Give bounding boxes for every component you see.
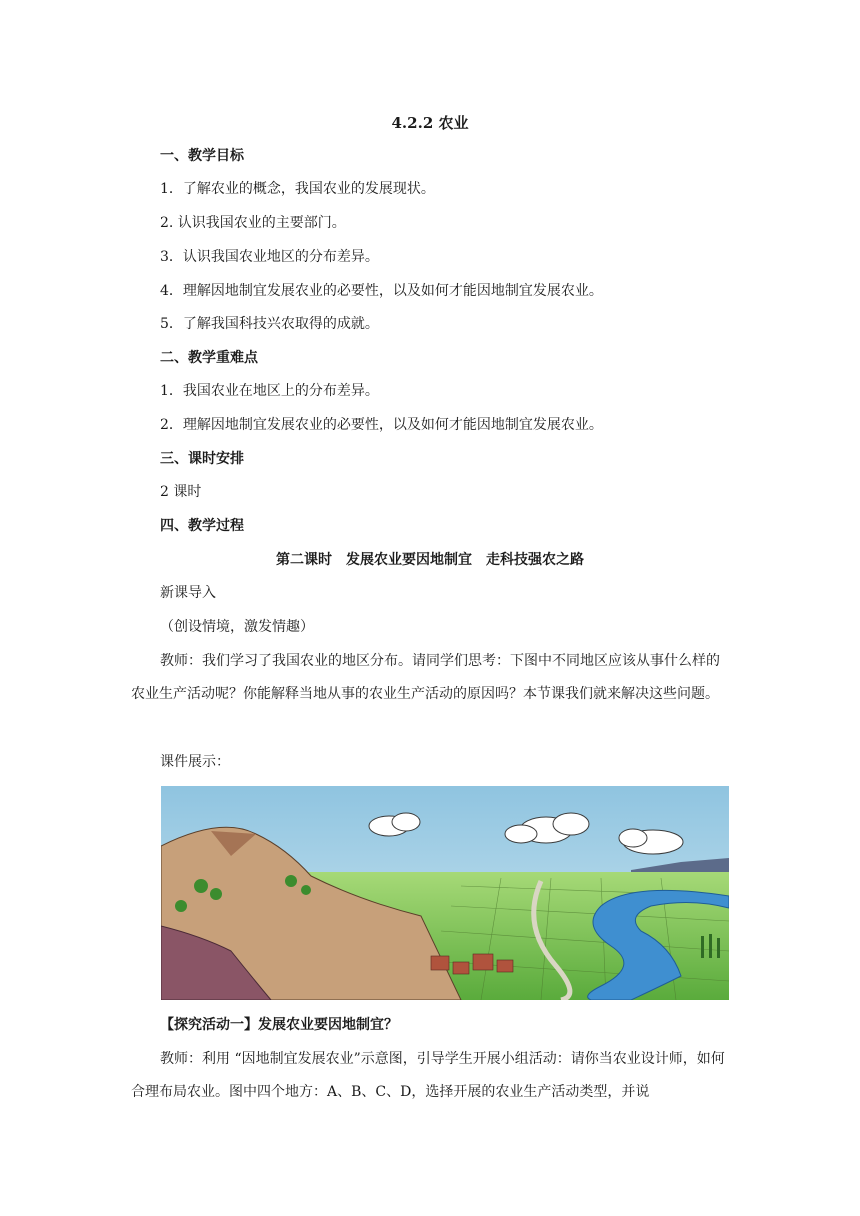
section-heading-objectives: 一、教学目标 [160, 148, 244, 164]
key-point-item: 1．我国农业在地区上的分布差异。 [160, 383, 379, 399]
courseware-label: 课件展示： [160, 754, 230, 770]
section-heading-key-points: 二、教学重难点 [160, 350, 258, 366]
objective-item: 2. 认识我国农业的主要部门。 [160, 215, 346, 231]
objective-item: 1．了解农业的概念，我国农业的发展现状。 [160, 181, 435, 197]
activity-title: 【探究活动一】发展农业要因地制宜？ [160, 1017, 398, 1033]
objective-item: 4．理解因地制宜发展农业的必要性，以及如何才能因地制宜发展农业。 [160, 283, 603, 299]
section-heading-process: 四、教学过程 [160, 518, 244, 534]
teacher-paragraph-2-text: 教师：利用 “因地制宜发展农业”示意图，引导学生开展小组活动：请你当农业设计师，如何合理布局农业。图中四个地方：A、B、C、D，选择开展的农业生产活动类型，并说 [131, 1051, 725, 1100]
document-title: 4.2.2 农业 [391, 114, 469, 132]
teacher-paragraph-1-text: 教师：我们学习了我国农业的地区分布。请同学们思考：下图中不同地区应该从事什么样的农业生产活动呢？你能解释当地从事的农业生产活动的原因吗？本节课我们就来解决这些问题。 [131, 653, 720, 702]
section-heading-schedule: 三、课时安排 [160, 451, 244, 467]
intro-label: 新课导入 [160, 585, 216, 601]
schedule-text: 2 课时 [160, 484, 202, 500]
teacher-paragraph-1 [131, 645, 729, 711]
intro-note: （创设情境，激发情趣） [160, 619, 314, 635]
agriculture-landscape-illustration [161, 786, 729, 1000]
objective-item: 3．认识我国农业地区的分布差异。 [160, 249, 379, 265]
key-point-item: 2．理解因地制宜发展农业的必要性，以及如何才能因地制宜发展农业。 [160, 417, 603, 433]
teacher-paragraph-2 [131, 1043, 729, 1109]
objective-item: 5．了解我国科技兴农取得的成就。 [160, 316, 379, 332]
lesson-title: 第二课时 发展农业要因地制宜 走科技强农之路 [276, 552, 584, 568]
